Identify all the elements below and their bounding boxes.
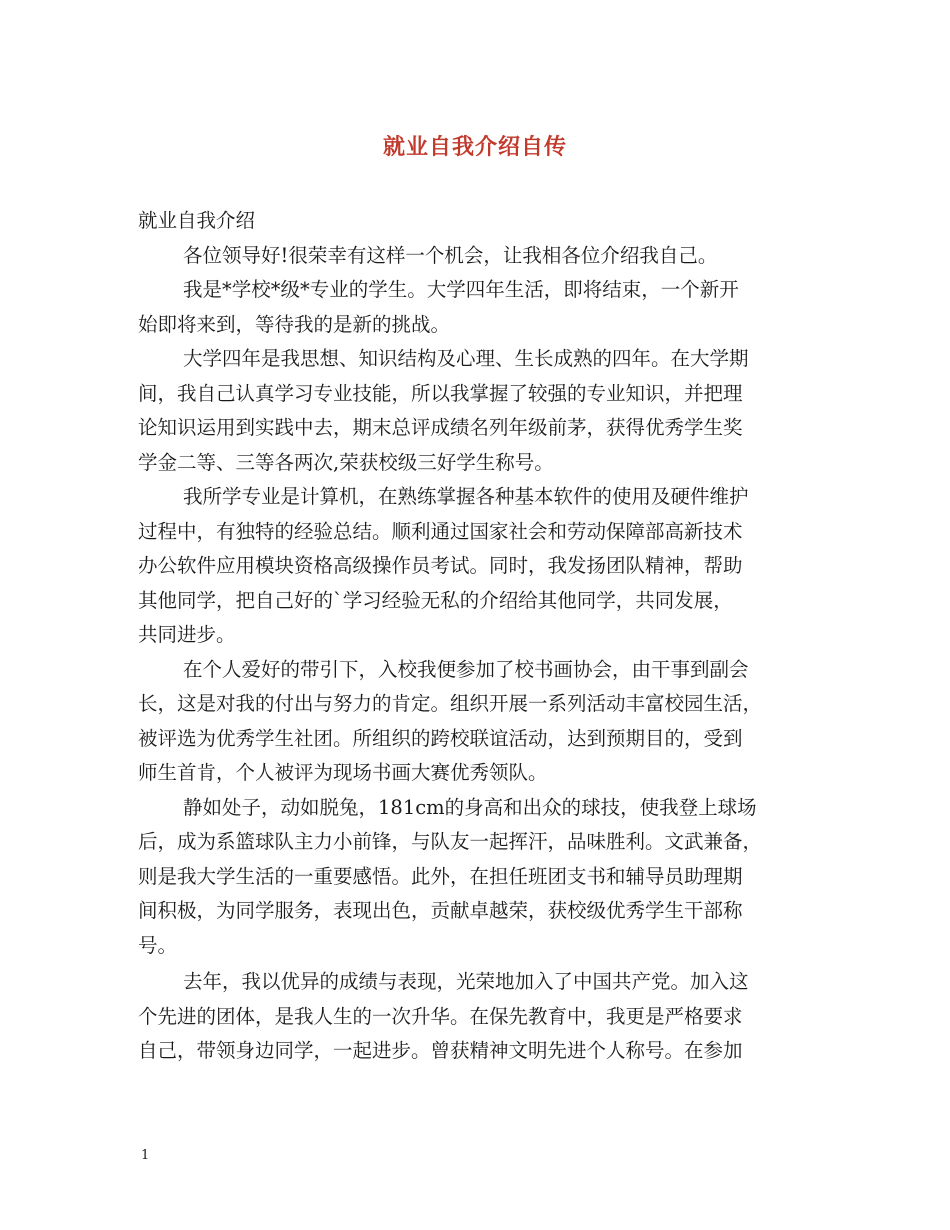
text-line: 去年，我以优异的成绩与表现，光荣地加入了中国共产党。加入这: [183, 970, 749, 993]
text-line: 自己，带领身边同学，一起进步。曾获精神文明先进个人称号。在参加: [138, 1039, 743, 1062]
page-number: 1: [141, 1148, 150, 1163]
text-line: 其他同学，把自己好的`学习经验无私的介绍给其他同学，共同发展，: [138, 588, 733, 612]
text-line: 号。: [138, 933, 178, 957]
text-line: 办公软件应用模块资格高级操作员考试。同时，我发扬团队精神，帮助: [138, 554, 743, 577]
text-line: 则是我大学生活的一重要感悟。此外，在担任班团支书和辅导员助理期: [138, 864, 743, 888]
text-line: 被评选为优秀学生社团。所组织的跨校联谊活动，达到预期目的，受到: [138, 726, 743, 750]
text-line: 师生首肯，个人被评为现场书画大赛优秀领队。: [138, 761, 548, 784]
text-line: 共同进步。: [138, 623, 236, 646]
text-line: 个先进的团体，是我人生的一次升华。在保先教育中，我更是严格要求: [138, 1004, 743, 1028]
section-heading: 就业自我介绍: [138, 209, 256, 232]
text-line: 论知识运用到实践中去，期末总评成绩名列年级前茅，获得优秀学生奖: [138, 416, 743, 439]
text-line: 间积极，为同学服务，表现出色，贡献卓越荣，获校级优秀学生干部称: [138, 899, 743, 922]
text-line: 学金二等、三等各两次,荣获校级三好学生称号。: [138, 450, 554, 474]
document-title: 就业自我介绍自传: [382, 135, 567, 160]
text-line: 后，成为系篮球队主力小前锋，与队友一起挥汗，品味胜利。文武兼备，: [138, 830, 763, 853]
text-line: 长，这是对我的付出与努力的肯定。组织开展一系列活动丰富校园生活，: [138, 692, 763, 715]
text-line: 大学四年是我思想、知识结构及心理、生长成熟的四年。在大学期: [183, 347, 749, 370]
text-line: 过程中，有独特的经验总结。顺利通过国家社会和劳动保障部高新技术: [138, 519, 743, 543]
text-line: 始即将来到，等待我的是新的挑战。: [138, 312, 451, 336]
text-line: 我是*学校*级*专业的学生。大学四年生活，即将结束，一个新开: [183, 278, 739, 301]
text-line: 我所学专业是计算机，在熟练掌握各种基本软件的使用及硬件维护: [183, 485, 749, 508]
text-line: 静如处子，动如脱兔，181cm的身高和出众的球技，使我登上球场: [183, 795, 757, 819]
text-line: 各位领导好!很荣幸有这样一个机会，让我相各位介绍我自己。: [183, 243, 718, 267]
document-body: [138, 204, 818, 1069]
text-line: 在个人爱好的带引下，入校我便参加了校书画协会，由干事到副会: [183, 657, 749, 681]
text-line: 间，我自己认真学习专业技能，所以我掌握了较强的专业知识，并把理: [138, 381, 743, 405]
